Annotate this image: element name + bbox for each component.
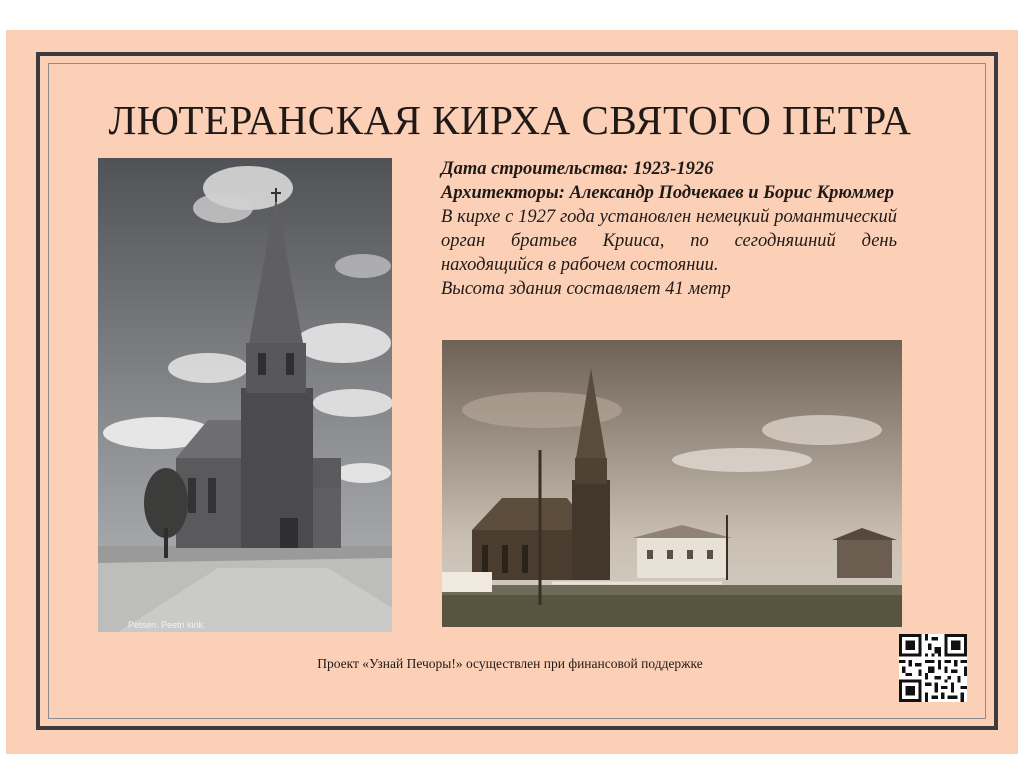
- height-text: Высота здания составляет 41 метр: [441, 279, 731, 299]
- organ-text: В кирхе с 1927 года установлен немецкий романтический орган братьев Крииса, по сегодняшний день находящийся в рабочем состоянии.: [441, 207, 897, 275]
- qr-code-icon: [899, 634, 967, 702]
- church-photo-2: [442, 340, 902, 627]
- info-block: [441, 157, 897, 301]
- construction-dates: Дата строительства: 1923-1926: [441, 159, 714, 179]
- church-photo-1: [98, 158, 392, 632]
- page-title: ЛЮТЕРАНСКАЯ КИРХА СВЯТОГО ПЕТРА: [108, 97, 912, 143]
- architects-text: Архитекторы: Александр Подчекаев и Борис Крюммер: [441, 183, 894, 203]
- photo1-caption: Petseri. Peetri kirik.: [128, 620, 206, 630]
- footer-text: Проект «Узнай Печоры!» осуществлен при финансовой поддержке: [317, 656, 703, 671]
